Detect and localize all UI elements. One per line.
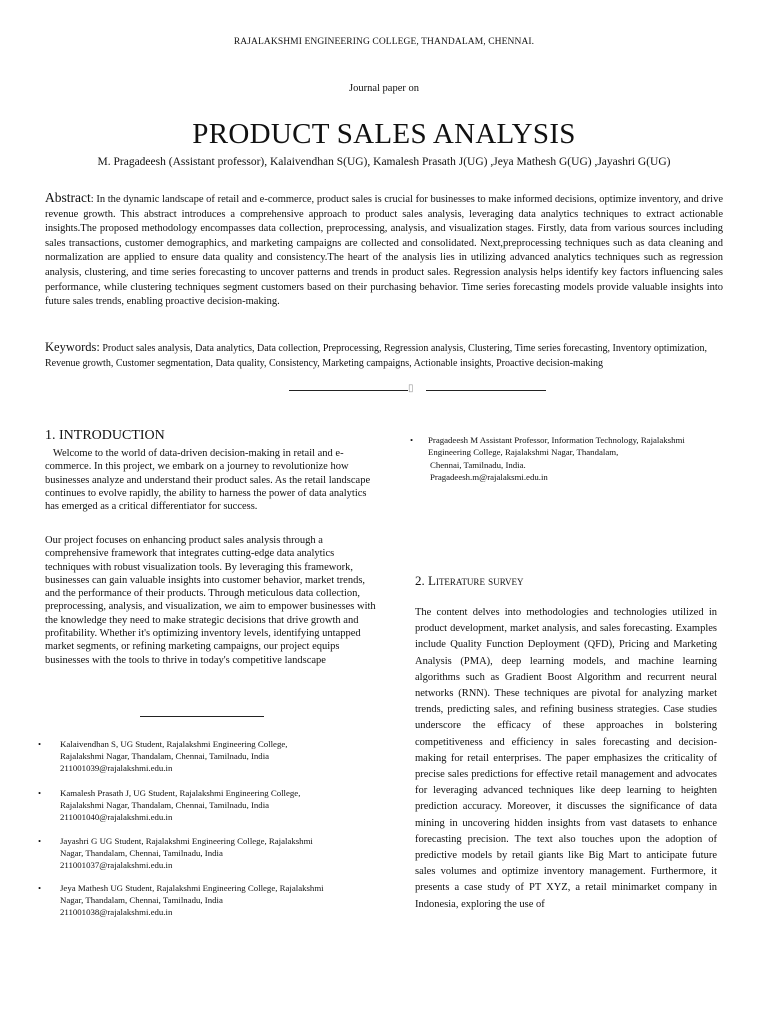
paper-title: PRODUCT SALES ANALYSIS: [192, 118, 576, 150]
journal-label: Journal paper on: [349, 83, 419, 94]
introduction-heading: 1. INTRODUCTION: [45, 428, 165, 443]
literature-paragraph: The content delves into methodologies and technologies utilized in product development, market analysis, and sales forecasting. Examples include Quality Function Deployment (QFD), Pricing and Marketing Analysis (PMA), deep learning models, and machine learning algorithms such as Gradient Boost Algorithm and recurrent neural networks (RNN). These techniques are pivotal for analyzing market trends, predicting sales, and refining business strategies. Case studies underscore the efficacy of these approaches in bolstering competitiveness and efficiency in sales forecasting and decision-making for retail enterprises. The paper emphasizes the criticality of precise sales predictions for effective retail management and advocates for leveraging advanced techniques like deep learning to heighten prediction accuracy. Moreover, it discusses the significance of data mining in uncovering hidden insights from vast datasets to enhance forecasting precision. The text also touches upon the adoption of predictive models by retail giants like Big Mart to anticipate future sales volumes and optimize inventory management. Furthermore, it presents a case study of PT XYZ, a retail minimarket company in Indonesia, exploring the use of: [415, 607, 717, 910]
literature-heading: [415, 573, 523, 589]
separator-icon: ▯: [408, 383, 414, 394]
bullet-icon: •: [38, 788, 42, 798]
literature-number: 2.: [415, 573, 428, 588]
footnote-item: [38, 835, 370, 871]
author-list: M. Pragadeesh (Assistant professor), Kalaivendhan S(UG), Kamalesh Prasath J(UG) ,Jeya Mathesh G(UG) ,Jayashri G(UG): [97, 156, 671, 168]
keywords-section: [45, 340, 725, 371]
bullet-icon: •: [38, 836, 42, 846]
college-header: RAJALAKSHMI ENGINEERING COLLEGE, THANDALAM, CHENNAI.: [233, 37, 535, 47]
introduction-paragraph-1: [45, 447, 377, 513]
footnote-line: Nagar, Thandalam, Chennai, Tamilnadu, India: [60, 848, 223, 858]
footnote-email: 211001038@rajalakshmi.edu.in: [60, 907, 173, 917]
abstract-section: [45, 191, 723, 310]
keywords-text: Product sales analysis, Data analytics, Data collection, Preprocessing, Regression analysis, Clustering, Time series forecasting, Inventory optimization, Revenue growth, Customer segmentation, Data quality, Consistency, Marketing campaigns, Actionable insights, Proactive decision-making: [45, 343, 707, 369]
footnote-item: [38, 882, 370, 918]
footnote-item: [38, 738, 370, 774]
footnote-line: Kamalesh Prasath J, UG Student, Rajalakshmi Engineering College,: [60, 788, 301, 798]
separator-rule-right: [426, 390, 546, 391]
footnote-line: Jeya Mathesh UG Student, Rajalakshmi Engineering College, Rajalakshmi: [60, 883, 324, 893]
abstract-label: Abstract: [45, 190, 91, 205]
footnote-line: Rajalakshmi Nagar, Thandalam, Chennai, Tamilnadu, India: [60, 751, 270, 761]
footnote-email: 211001039@rajalakshmi.edu.in: [60, 763, 173, 773]
footnote-line: Kalaivendhan S, UG Student, Rajalakshmi Engineering College,: [60, 739, 288, 749]
footnote-line: Jayashri G UG Student, Rajalakshmi Engineering College, Rajalakshmi: [60, 836, 313, 846]
footnote-line: Pragadeesh M Assistant Professor, Information Technology, Rajalakshmi: [428, 435, 685, 445]
introduction-paragraph-1-text: Welcome to the world of data-driven decision-making in retail and e-commerce. In this project, we embark on a journey to revolutionize how businesses analyze and understand their product sales. As the retail landscape continues to evolve rapidly, the ability to harness the power of data analytics has emerged as a critical differentiator for success.: [45, 448, 371, 513]
footnote-line: Chennai, Tamilnadu, India.: [430, 459, 526, 470]
bullet-icon: •: [38, 739, 42, 749]
bullet-icon: •: [410, 435, 414, 445]
footnote-line: Nagar, Thandalam, Chennai, Tamilnadu, India: [60, 895, 223, 905]
footnote-item-professor: [410, 434, 730, 484]
footnote-line: Engineering College, Rajalakshmi Nagar, Thandalam,: [428, 447, 619, 458]
footnote-email: 211001037@rajalakshmi.edu.in: [60, 860, 173, 870]
literature-title: Literature survey: [428, 573, 524, 588]
footnote-email: 211001040@rajalakshmi.edu.in: [60, 812, 173, 822]
bullet-icon: •: [38, 883, 42, 893]
footnote-rule: [140, 716, 264, 717]
separator-rule-left: [289, 390, 408, 391]
footnote-email: Pragadeesh.m@rajalaksmi.edu.in: [430, 472, 548, 483]
footnote-item: [38, 787, 370, 823]
introduction-paragraph-2: Our project focuses on enhancing product sales analysis through a comprehensive framework that integrates cutting-edge data analytics techniques with robust visualization tools. By leveraging this framework, businesses can gain valuable insights into customer behavior, market trends, and the performance of their products. Through meticulous data collection, preprocessing, analysis, and visualization, we aim to empower businesses with the knowledge they need to make strategic decisions that drive growth and profitability. Whether it's optimizing inventory levels, identifying untapped market segments, or refining marketing campaigns, our project equips businesses with the tools to thrive in today's competitive landscape: [45, 535, 376, 666]
footnote-line: Rajalakshmi Nagar, Thandalam, Chennai, Tamilnadu, India: [60, 800, 270, 810]
abstract-text: : In the dynamic landscape of retail and e-commerce, product sales is crucial for businesses to make informed decisions, optimize inventory, and drive revenue growth. This abstract introduces a comprehensive approach to product sales analysis, leveraging data analytics techniques to extract actionable insights.The proposed methodology encompasses data collection, preprocessing, analysis, and visualization stages. Firstly, data from various sources including sales transactions, customer demographics, and marketing campaigns are collected and consolidated. Next,preprocessing techniques such as data cleaning and normalization are applied to ensure data quality and consistency.The heart of the analysis lies in utilizing advanced analytics techniques such as regression analysis, clustering, and time series forecasting to uncover patterns and trends in product sales. Regression analysis helps identify key factors influencing sales performance, while clustering techniques segment customers based on their purchasing behavior. Time series forecasting models provide valuable insights into future sales trends, enabling proactive decision-making.: [45, 194, 723, 308]
keywords-label: Keywords:: [45, 340, 100, 354]
